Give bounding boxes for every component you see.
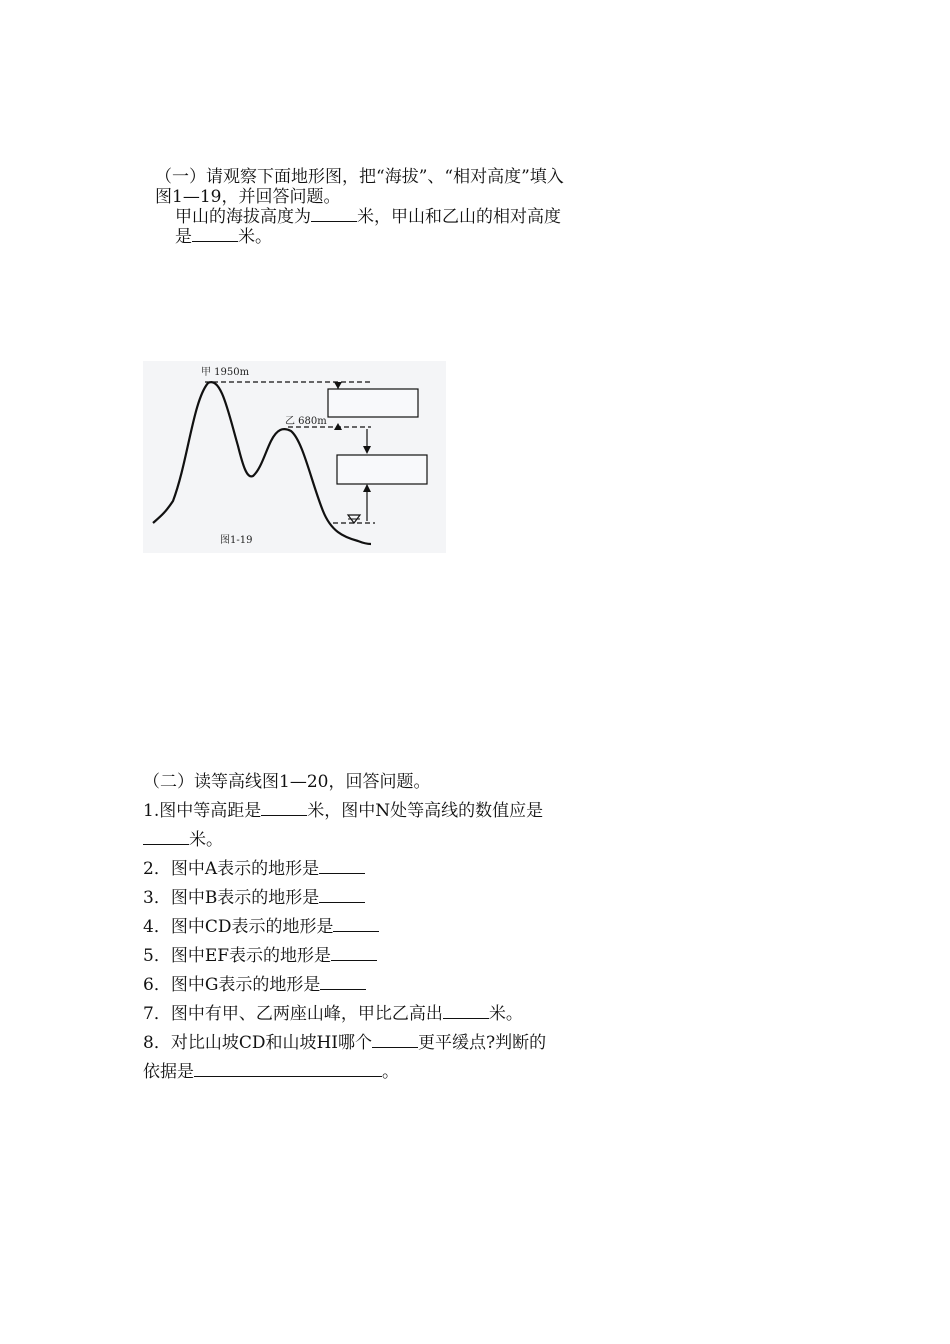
terrain-profile-svg: [143, 361, 446, 553]
answer-blank[interactable]: [261, 801, 307, 816]
q-text: 5．图中EF表示的地形是: [143, 946, 332, 966]
q-text: 更平缓点?判断的依据是: [143, 1033, 547, 1082]
q-text: 7．图中有甲、乙两座山峰，甲比乙高出: [143, 1004, 443, 1024]
question-4: [143, 913, 563, 942]
q-text: 甲山的海拔高度为: [175, 207, 311, 227]
question-8: [143, 1029, 563, 1087]
q-text: 。: [382, 1062, 399, 1082]
answer-blank[interactable]: [333, 917, 379, 932]
q-text: 米，图中N处等高线的数值应是: [307, 801, 544, 821]
terrain-profile-figure: [143, 361, 446, 553]
q-text: 1.图中等高距是: [143, 801, 262, 821]
answer-box-relative-height[interactable]: [337, 455, 427, 484]
answer-blank[interactable]: [331, 946, 377, 961]
arrow-up-icon: [363, 484, 371, 492]
question-6: [143, 971, 563, 1000]
figure-caption: 图1-19: [220, 535, 253, 546]
question-1: [143, 797, 563, 855]
section-two-title: （二）读等高线图1—20，回答问题。: [143, 772, 431, 792]
q-text: 米。: [238, 227, 272, 247]
answer-blank[interactable]: [320, 975, 366, 990]
answer-blank[interactable]: [194, 1062, 382, 1077]
section-one-question: [155, 207, 575, 247]
section-one-intro: （一）请观察下面地形图，把“海拔”、“相对高度”填入图1—19，并回答问题。: [155, 167, 564, 207]
q-text: 3．图中B表示的地形是: [143, 888, 320, 908]
q-text: 米，甲山和乙山的相对高度是: [175, 207, 561, 247]
question-5: [143, 942, 563, 971]
answer-blank[interactable]: [372, 1033, 418, 1048]
answer-blank[interactable]: [192, 227, 238, 242]
section-two: [143, 768, 563, 1087]
q-text: 8．对比山坡CD和山坡HI哪个: [143, 1033, 372, 1053]
answer-blank[interactable]: [319, 888, 365, 903]
answer-blank[interactable]: [311, 207, 357, 222]
arrow-down-icon: [363, 446, 371, 454]
q-text: 米。: [488, 1004, 523, 1024]
answer-blank[interactable]: [143, 830, 189, 845]
answer-box-altitude[interactable]: [328, 389, 418, 417]
arrow-down-icon: [334, 382, 342, 389]
peak-b-label: 乙 680m: [285, 416, 327, 427]
q-text: 2．图中A表示的地形是: [143, 859, 320, 879]
peak-a-label: 甲 1950m: [201, 367, 250, 378]
q-text: 4．图中CD表示的地形是: [143, 917, 334, 937]
q-text: 米。: [189, 830, 223, 850]
answer-blank[interactable]: [443, 1004, 489, 1019]
q-text: 6．图中G表示的地形是: [143, 975, 321, 995]
question-7: [143, 1000, 563, 1029]
section-one: [155, 167, 575, 247]
question-3: [143, 884, 563, 913]
answer-blank[interactable]: [319, 859, 365, 874]
question-2: [143, 855, 563, 884]
